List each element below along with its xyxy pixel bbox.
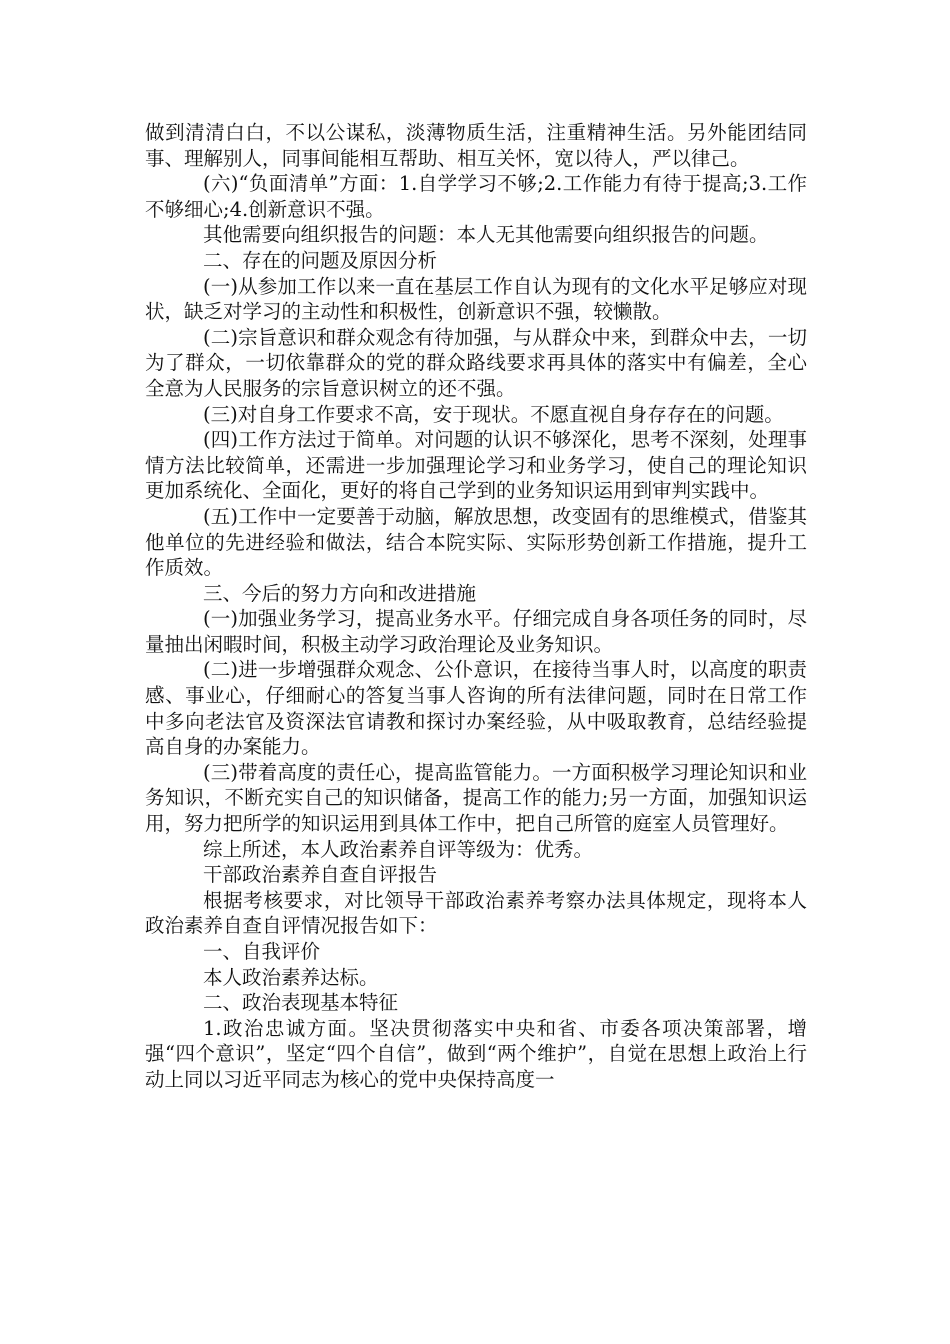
paragraph-7: (三)对自身工作要求不高，安于现状。不愿直视自身存存在的问题。 (203, 402, 784, 426)
paragraph-8: (四)工作方法过于简单。对问题的认识不够深化，思考不深刻，处理事情方法比较简单，还需进一步加强理论学习和业务学习，使自己的理论知识更加系统化、全面化，更好的将自己学到的业务知识运用到审判实践中。 (145, 428, 807, 503)
paragraph-18: 本人政治素养达标。 (203, 965, 379, 989)
paragraph-3: 其他需要向组织报告的问题：本人无其他需要向组织报告的问题。 (203, 223, 769, 247)
paragraph-5: (一)从参加工作以来一直在基层工作自认为现有的文化水平足够应对现状，缺乏对学习的主动性和积极性，创新意识不强，较懒散。 (145, 274, 807, 324)
paragraph-9: (五)工作中一定要善于动脑，解放思想，改变固有的思维模式，借鉴其他单位的先进经验和做法，结合本院实际、实际形势创新工作措施，提升工作质效。 (145, 504, 807, 580)
document-body (145, 120, 807, 1093)
paragraph-14: 综上所述，本人政治素养自评等级为：优秀。 (203, 837, 594, 861)
report-title: 干部政治素养自查自评报告 (203, 863, 438, 887)
paragraph-16: 根据考核要求，对比领导干部政治素养考察办法具体规定，现将本人政治素养自查自评情况报告如下： (145, 888, 807, 938)
paragraph-1: 做到清清白白，不以公谋私，淡薄物质生活，注重精神生活。另外能团结同事、理解别人，同事间能相互帮助、相互关怀，宽以待人，严以律己。 (145, 121, 807, 170)
section-heading-3: 三、今后的努力方向和改进措施 (203, 581, 477, 605)
paragraph-6: (二)宗旨意识和群众观念有待加强，与从群众中来，到群众中去，一切为了群众，一切依靠群众的党的群众路线要求再具体的落实中有偏差，全心全意为人民服务的宗旨意识树立的还不强。 (145, 325, 807, 400)
paragraph-20: 1.政治忠诚方面。坚决贯彻落实中央和省、市委各项决策部署，增强“四个意识”，坚定“四个自信”，做到“两个维护”，自觉在思想上政治上行动上同以习近平同志为核心的党中央保持高度一 (145, 1016, 807, 1091)
paragraph-11: (一)加强业务学习，提高业务水平。仔细完成自身各项任务的同时，尽量抽出闲暇时间，积极主动学习政治理论及业务知识。 (145, 607, 807, 656)
paragraph-2: (六)“负面清单”方面：1.自学学习不够;2.工作能力有待于提高;3.工作不够细心;4.创新意识不强。 (145, 172, 807, 221)
paragraph-12: (二)进一步增强群众观念、公仆意识，在接待当事人时，以高度的职责感、事业心，仔细耐心的答复当事人咨询的所有法律问题，同时在日常工作中多向老法官及资深法官请教和探讨办案经验，从中吸取教育，总结经验提高自身的办案能力。 (145, 658, 807, 759)
section-heading-political-performance: 二、政治表现基本特征 (203, 991, 399, 1015)
section-heading-self-evaluation: 一、自我评价 (203, 940, 321, 963)
section-heading-2: 二、存在的问题及原因分析 (203, 248, 438, 272)
paragraph-13: (三)带着高度的责任心，提高监管能力。一方面积极学习理论知识和业务知识，不断充实自己的知识储备，提高工作的能力;另一方面，加强知识运用，努力把所学的知识运用到具体工作中，把自己所管的庭室人员管理好。 (145, 760, 807, 836)
